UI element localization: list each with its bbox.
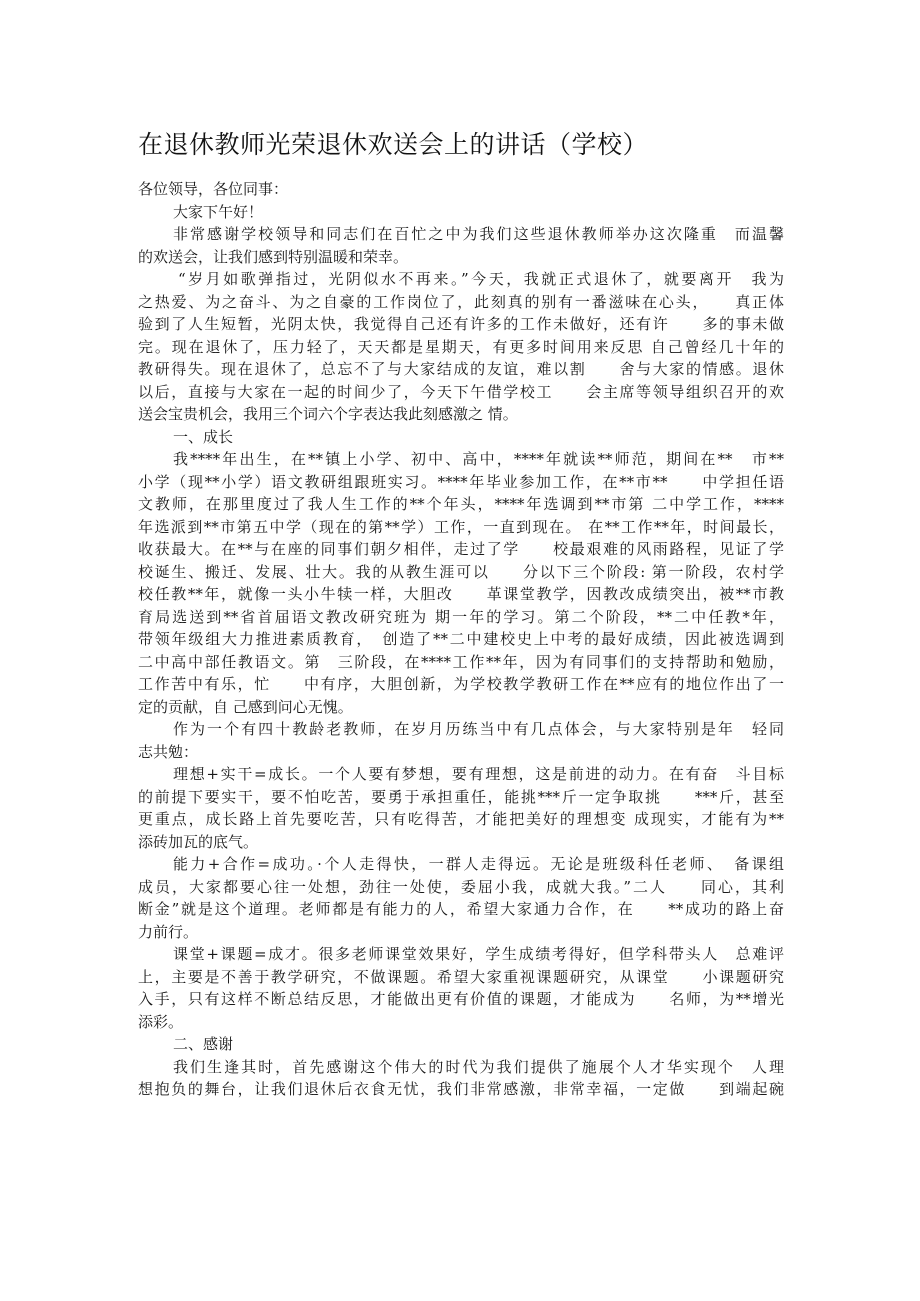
- text-line: 大家下午好！: [173, 202, 264, 221]
- text-line: 之热爱、为之奋斗、为之自豪的工作岗位了，此刻真的别有一番滋味在心头， 真正体: [138, 292, 784, 311]
- text-line: 定的贡献，自 己感到问心无愧。: [138, 697, 353, 716]
- text-line: 课堂+课题=成才。很多老师课堂效果好，学生成绩考得好，但学科带头人 总难评: [173, 945, 784, 963]
- text-line: 作为一个有四十教龄老教师，在岁月历练当中有几点体会，与大家特别是年 轻同: [173, 720, 784, 738]
- text-line: 各位领导，各位同事：: [138, 180, 289, 198]
- text-line: 小学（现**小学）语文教研组跟班实习。****年毕业参加工作，在**市** 中学担任语: [138, 472, 784, 491]
- text-line: 验到了人生短暂，光阴太快，我觉得自己还有许多的工作未做好，还有许 多的事未做: [138, 315, 784, 333]
- text-line: 二中高中部任教语文。第 三阶段，在****工作**年，因为有同事们的支持帮助和勉励，: [138, 652, 784, 671]
- text-line: 收获最大。在**与在座的同事们朝夕相伴，走过了学 校最艰难的风雨路程，见证了学: [138, 540, 784, 558]
- text-line: 的欢送会，让我们感到特别温暖和荣幸。: [138, 247, 409, 266]
- text-line: “岁月如歌弹指过，光阴似水不再来。”今天，我就正式退休了，就要离开 我为: [178, 270, 784, 288]
- text-line: 校诞生、搬迁、发展、壮大。我的从教生涯可以 分以下三个阶段: 第一阶段，农村学: [138, 562, 784, 581]
- text-line: 一、成长: [173, 427, 234, 446]
- text-line: 的前提下要实干，要不怕吃苦，要勇于承担重任，能挑***斤一定争取挑 ***斤，甚至: [138, 787, 784, 806]
- text-line: 成员，大家都要心往一处想，劲往一处使，委屈小我，成就大我。”二人 同心，其利: [138, 877, 784, 896]
- document-title: 在退休教师光荣退休欢送会上的讲话（学校）: [138, 130, 649, 159]
- text-line: 添砖加瓦的底气。: [138, 832, 259, 851]
- text-line: 送会宝贵机会，我用三个词六个字表达我此刻感激之 情。: [138, 405, 518, 423]
- text-line: 文教师，在那里度过了我人生工作的**个年头，****年选调到**市第 二中学工作，****: [138, 495, 784, 513]
- text-line: 志共勉：: [138, 742, 199, 761]
- text-line: 能力+合作=成功。·个人走得快，一群人走得远。无论是班级科任老师、 备课组: [173, 855, 784, 873]
- text-line: 完。现在退休了，压力轻了，天天都是星期天，有更多时间用来反思 自己曾经几十年的: [138, 337, 784, 356]
- text-line: 育局选送到**省首届语文教改研究班为 期一年的学习。第二个阶段，**二中任教*年，: [138, 607, 784, 626]
- text-line: 力前行。: [138, 922, 199, 941]
- text-line: 添彩。: [138, 1012, 184, 1031]
- text-line: 二、感谢: [173, 1035, 234, 1053]
- document-body: [138, 178, 784, 1101]
- text-line: 年选派到**市第五中学（现在的第**学）工作，一直到现在。 在**工作**年，时间最长，: [138, 517, 784, 536]
- text-line: 我们生逢其时，首先感谢这个伟大的时代为我们提供了施展个人才华实现个 人理: [173, 1057, 784, 1076]
- text-line: 理想+实干=成长。一个人要有梦想，要有理想，这是前进的动力。在有奋 斗目标: [173, 765, 784, 783]
- text-line: 以后，直接与大家在一起的时间少了，今天下午借学校工 会主席等领导组织召开的欢: [138, 382, 784, 401]
- text-line: 校任教**年，就像一头小牛犊一样，大胆改 革课堂教学，因教改成绩突出，被**市教: [138, 585, 784, 603]
- text-line: 入手，只有这样不断总结反思，才能做出更有价值的课题，才能成为 名师，为**增光: [138, 990, 784, 1008]
- text-line: 想抱负的舞台，让我们退休后衣食无忧，我们非常感激，非常幸福，一定做 到端起碗: [138, 1080, 784, 1098]
- text-line: 断金”就是这个道理。老师都是有能力的人，希望大家通力合作，在 **成功的路上奋: [138, 900, 784, 918]
- text-line: 非常感谢学校领导和同志们在百忙之中为我们这些退休教师举办这次隆重 而温馨: [173, 225, 784, 243]
- text-line: 上，主要是不善于教学研究，不做课题。希望大家重视课题研究，从课堂 小课题研究: [138, 967, 784, 986]
- text-line: 更重点，成长路上首先要吃苦，只有吃得苦，才能把美好的理想变 成现实，才能有为**: [138, 810, 784, 828]
- text-line: 带领年级组大力推进素质教育， 创造了**二中建校史上中考的最好成绩，因此被选调到: [138, 630, 784, 648]
- text-line: 我****年出生，在**镇上小学、初中、高中，****年就读**师范，期间在** 市**: [173, 450, 784, 468]
- text-line: 工作苦中有乐，忙 中有序，大胆创新，为学校教学教研工作在**应有的地位作出了一: [138, 675, 784, 693]
- text-line: 教研得失。现在退休了，总忘不了与大家结成的友谊，难以割 舍与大家的情感。退休: [138, 360, 784, 378]
